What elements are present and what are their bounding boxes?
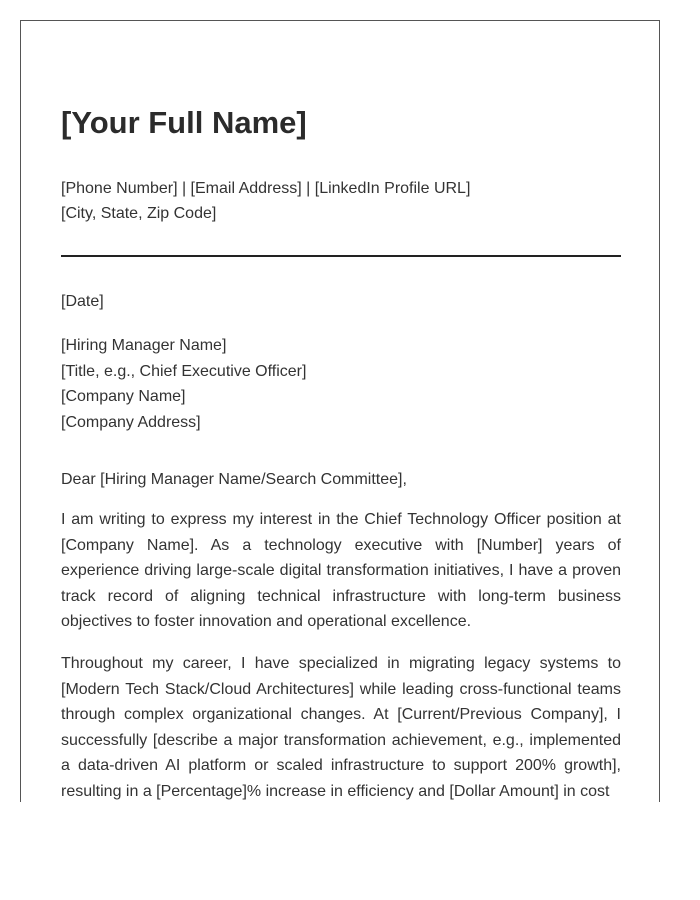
- applicant-name: [Your Full Name]: [61, 105, 307, 140]
- body-paragraph-2: Throughout my career, I have specialized in migrating legacy systems to [Modern Tech Stack/Cloud Architectures] while leading cross-functional teams through complex organizational changes. At [Current/Previous Company], I successfully [describe a major transformation achievement, e.g., implemented a data-driven AI platform or scaled infrastructure to support 200% growth], resulting in a [Percentage]% increase in efficiency and [Dollar Amount] in cost: [61, 655, 621, 800]
- header-divider: [61, 255, 621, 257]
- contact-address-line: [City, State, Zip Code]: [61, 205, 217, 222]
- recipient-title: [Title, e.g., Chief Executive Officer]: [61, 362, 307, 380]
- document-page: [20, 20, 660, 802]
- recipient-company: [Company Name]: [61, 388, 186, 406]
- salutation: Dear [Hiring Manager Name/Search Committee],: [61, 471, 407, 488]
- recipient-address: [Company Address]: [61, 413, 201, 431]
- contact-details-line: [Phone Number] | [Email Address] | [LinkedIn Profile URL]: [61, 180, 471, 197]
- body-paragraph-1: I am writing to express my interest in the Chief Technology Officer position at [Company Name]. As a technology executive with [Number] years of experience driving large-scale digital transformation initiatives, I have a proven track record of aligning technical infrastructure with long-term business objectives to foster innovation and operational excellence.: [61, 511, 621, 631]
- recipient-name: [Hiring Manager Name]: [61, 337, 227, 354]
- letter-date: [Date]: [61, 293, 104, 310]
- contact-block: [61, 176, 470, 226]
- recipient-block: [61, 333, 306, 435]
